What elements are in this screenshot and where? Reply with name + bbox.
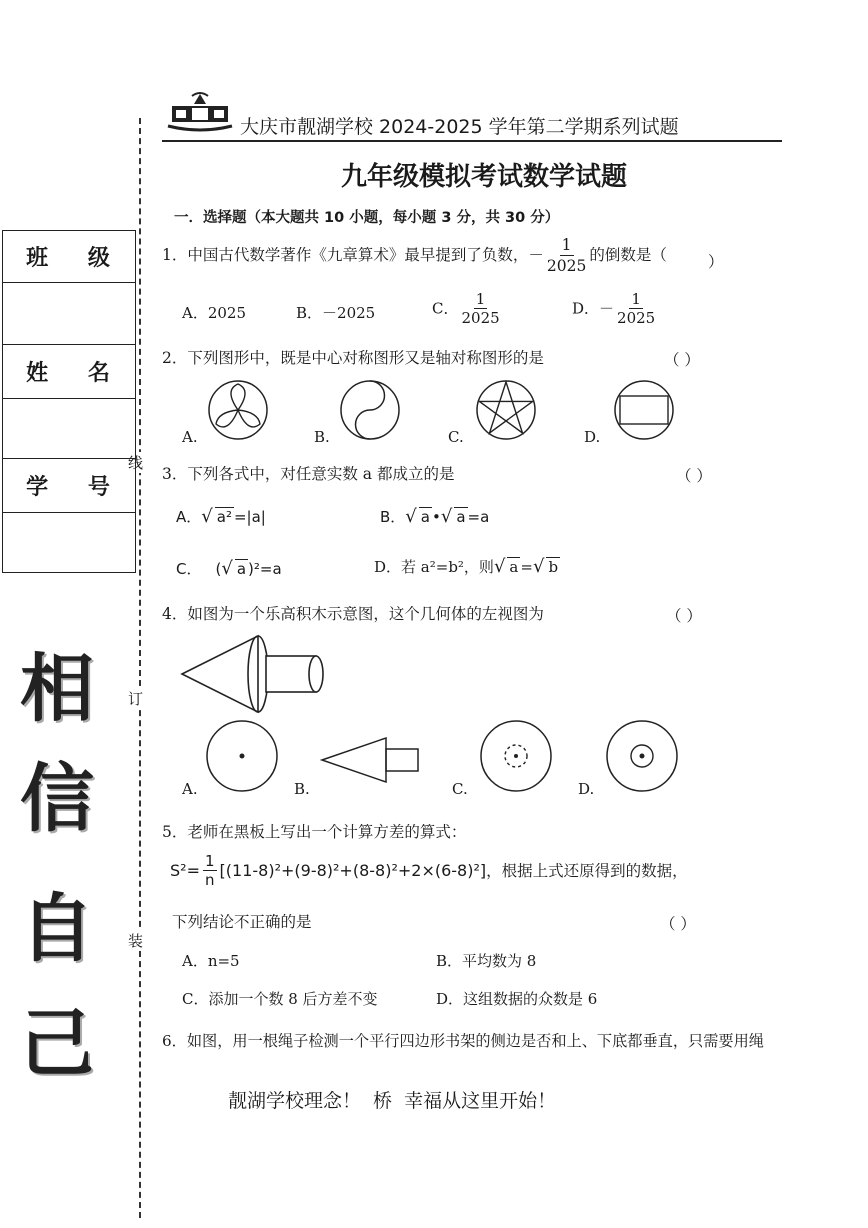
q2-figure-b[interactable] — [340, 380, 400, 440]
class-field[interactable] — [3, 283, 135, 345]
q2-option-b-label: B. — [314, 428, 330, 446]
q3-option-b[interactable] — [380, 506, 489, 527]
q1-option-c-label: C． — [432, 299, 459, 318]
q5-option-a[interactable]: A．n=5 — [182, 952, 240, 970]
sqrt-symbol-icon: √ — [440, 506, 453, 527]
q5-formula-body: [(11-8)²+(9-8)²+(8-8)²+2×(6-8)²] — [219, 860, 487, 880]
sqrt-symbol-icon: √ — [405, 506, 417, 527]
q5-formula-after: ，根据上式还原得到的数据， — [486, 861, 688, 880]
q4-option-b-label: B. — [294, 780, 310, 798]
q5-formula-num: 1 — [204, 852, 215, 870]
name-field[interactable] — [3, 399, 135, 459]
q1-option-c[interactable] — [432, 290, 503, 329]
q1-option-d-minus: － — [599, 299, 615, 318]
q4-option-c-label: C. — [452, 780, 468, 798]
q5-formula-den: n — [205, 871, 215, 889]
q3-option-c-open: ( — [215, 560, 222, 578]
q1-option-c-num: 1 — [475, 290, 486, 308]
header-rule — [162, 140, 782, 142]
school-header: 大庆市靓湖学校 2024-2025 学年第二学期系列试题 — [240, 116, 679, 138]
q1-option-b[interactable]: B．－2025 — [296, 304, 376, 322]
q4-option-d-label: D. — [578, 780, 595, 798]
q3-option-a[interactable] — [176, 506, 266, 527]
q3-option-c-label: C． — [176, 560, 202, 578]
q4-answer-paren[interactable]: （ ） — [666, 607, 702, 625]
sqrt-symbol-icon: √ — [532, 556, 545, 577]
q1-option-d-fraction — [617, 290, 655, 329]
q2-option-c-label: C. — [448, 428, 464, 446]
q3-option-d-radicand-2: b — [548, 558, 559, 576]
question-6: 6．如图，用一根绳子检测一个平行四边形书架的侧边是否和上、下底都垂直，只需要用绳 — [162, 1032, 764, 1050]
q5-formula-s: S²= — [170, 860, 200, 880]
q3-option-b-radicand-2: a — [456, 508, 466, 526]
question-5: 5．老师在黑板上写出一个计算方差的算式： — [162, 823, 467, 841]
slogan-char-3: 自 — [20, 886, 94, 972]
sqrt-symbol-icon: √ — [201, 506, 213, 527]
sqrt-symbol-icon: √ — [221, 558, 233, 579]
q4-option-c-figure[interactable] — [480, 720, 552, 792]
exam-title: 九年级模拟考试数学试题 — [340, 162, 627, 192]
class-label: 班 级 — [3, 231, 135, 283]
section-1-heading: 一．选择题（本大题共 10 小题，每小题 3 分，共 30 分） — [174, 210, 560, 226]
q3-option-a-label: A． — [176, 508, 202, 526]
q5-option-b[interactable]: B．平均数为 8 — [436, 952, 537, 970]
q2-figure-a[interactable] — [208, 380, 268, 440]
q4-option-d-figure[interactable] — [606, 720, 678, 792]
q2-option-d-label: D. — [584, 428, 601, 446]
q5-stem-2: 下列结论不正确的是 — [172, 913, 312, 931]
q1-frac-den: 2025 — [546, 256, 587, 275]
q3-option-b-radicand-1: a — [420, 508, 430, 526]
question-1 — [162, 236, 667, 276]
q1-answer-paren-close: ） — [708, 253, 724, 271]
student-info-table — [2, 230, 136, 573]
q4-option-a-figure[interactable] — [206, 720, 278, 792]
question-2: 2．下列图形中，既是中心对称图形又是轴对称图形的是 — [162, 349, 544, 367]
q2-figure-d[interactable] — [614, 380, 674, 440]
q1-stem: 1．中国古代数学著作《九章算术》最早提到了负数， — [162, 245, 529, 264]
slogan-char-2: 信 — [20, 756, 94, 842]
q3-option-b-label: B． — [380, 508, 406, 526]
q4-lego-figure — [180, 630, 340, 722]
q1-frac-num: 1 — [561, 236, 572, 254]
q5-formula-fraction — [203, 852, 217, 891]
question-4: 4．如图为一个乐高积木示意图，这个几何体的左视图为 — [162, 605, 544, 623]
q4-option-b-figure[interactable] — [320, 736, 420, 784]
binding-mark-xian: 线 — [128, 454, 144, 472]
slogan-char-1: 相 — [20, 646, 94, 732]
student-id-label: 学 号 — [3, 459, 135, 513]
q3-option-b-dot: • — [431, 508, 441, 526]
q3-option-d-radicand-1: a — [509, 558, 519, 576]
q1-option-d-label: D． — [572, 299, 600, 318]
q1-minus: － — [528, 245, 544, 264]
binding-mark-zhuang: 装 — [128, 932, 144, 950]
q3-option-d[interactable] — [374, 556, 560, 577]
q1-fraction — [547, 236, 586, 276]
slogan-char-4: 己 — [20, 1001, 94, 1087]
q5-variance-formula — [170, 852, 688, 891]
q2-figure-c[interactable] — [476, 380, 536, 440]
q1-option-d[interactable] — [572, 290, 658, 329]
q3-answer-paren[interactable]: （ ） — [676, 467, 712, 485]
q3-option-d-equals: = — [520, 558, 533, 576]
q3-option-a-rest: =|a| — [233, 508, 266, 526]
q5-option-c[interactable]: C．添加一个数 8 后方差不变 — [182, 990, 378, 1008]
q1-option-d-den: 2025 — [617, 309, 656, 327]
binding-dashed-line — [139, 118, 141, 1218]
q5-answer-paren[interactable]: （ ） — [660, 915, 696, 933]
q2-answer-paren[interactable]: （ ） — [664, 351, 700, 369]
q3-option-c-radicand: a — [236, 560, 247, 578]
q1-stem-after: 的倒数是（ — [589, 245, 667, 264]
q1-option-c-fraction — [461, 290, 499, 329]
q1-option-d-num: 1 — [631, 290, 641, 308]
q2-option-a-label: A. — [182, 428, 198, 446]
q3-option-d-label: D．若 a²=b²，则 — [374, 558, 494, 576]
q3-option-b-rest: =a — [467, 508, 490, 526]
footer-motto: 靓湖学校理念！ 桥 幸福从这里开始！ — [228, 1090, 557, 1112]
question-3: 3．下列各式中，对任意实数 a 都成立的是 — [162, 465, 455, 483]
q1-option-a[interactable]: A．2025 — [182, 304, 247, 322]
name-label: 姓 名 — [3, 345, 135, 399]
q4-option-a-label: A. — [182, 780, 198, 798]
q3-option-a-radicand: a² — [216, 508, 232, 526]
sqrt-symbol-icon: √ — [493, 556, 506, 577]
q1-option-c-den: 2025 — [461, 309, 500, 327]
binding-mark-ding: 订 — [128, 690, 144, 708]
school-logo — [164, 90, 236, 134]
q3-option-c[interactable] — [176, 558, 282, 579]
student-id-field[interactable] — [3, 513, 135, 571]
q3-option-c-rest: )²=a — [248, 560, 282, 578]
q5-option-d[interactable]: D．这组数据的众数是 6 — [436, 990, 598, 1008]
